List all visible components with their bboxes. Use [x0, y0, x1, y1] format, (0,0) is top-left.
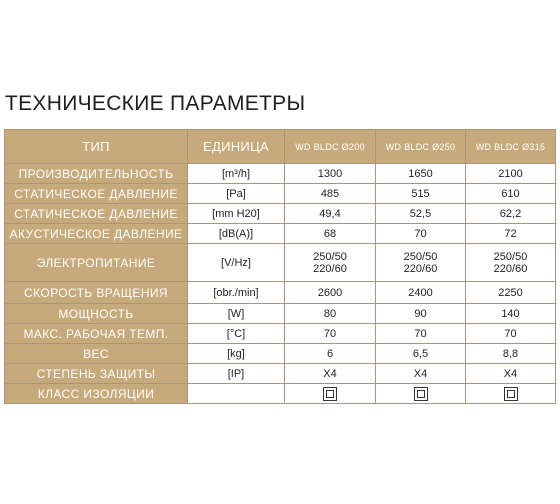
param-label: ЭЛЕКТРОПИТАНИЕ [5, 244, 188, 282]
table-row [5, 344, 556, 364]
header-model-315: WD BLDC Ø315 [466, 130, 556, 164]
header-unit: ЕДИНИЦА [188, 130, 285, 164]
value-cell: 68 [285, 224, 376, 244]
param-label: МОЩНОСТЬ [5, 304, 188, 324]
value-cell [376, 384, 466, 404]
param-label: СКОРОСТЬ ВРАЩЕНИЯ [5, 282, 188, 304]
unit-cell: [dB(A)] [188, 224, 285, 244]
table-row [5, 204, 556, 224]
value-cell: 1650 [376, 164, 466, 184]
unit-cell: [mm H20] [188, 204, 285, 224]
value-line: 220/60 [313, 262, 347, 275]
insulation-class-ii-icon [323, 387, 337, 401]
value-cell: 90 [376, 304, 466, 324]
param-label: ПРОИЗВОДИТЕЛЬНОСТЬ [5, 164, 188, 184]
insulation-class-ii-icon [414, 387, 428, 401]
value-cell [285, 384, 376, 404]
unit-cell: [IP] [188, 364, 285, 384]
header-type: ТИП [5, 130, 188, 164]
param-label: СТЕПЕНЬ ЗАЩИТЫ [5, 364, 188, 384]
table-row [5, 364, 556, 384]
table-row [5, 324, 556, 344]
value-cell: X4 [466, 364, 556, 384]
value-cell: 49,4 [285, 204, 376, 224]
header-model-250: WD BLDC Ø250 [376, 130, 466, 164]
value-cell: 80 [285, 304, 376, 324]
value-cell: X4 [376, 364, 466, 384]
unit-cell: [obr./min] [188, 282, 285, 304]
unit-cell: [m³/h] [188, 164, 285, 184]
unit-cell: [V/Hz] [188, 244, 285, 282]
value-cell: 2400 [376, 282, 466, 304]
value-line: 220/60 [493, 262, 528, 275]
value-cell: 70 [285, 324, 376, 344]
value-line: 250/50 [313, 250, 347, 263]
header-model-200: WD BLDC Ø200 [285, 130, 376, 164]
value-cell: 70 [376, 224, 466, 244]
value-cell: 72 [466, 224, 556, 244]
value-cell: 140 [466, 304, 556, 324]
value-line: 250/50 [403, 250, 438, 263]
value-cell: 2250 [466, 282, 556, 304]
value-line: 250/50 [493, 250, 528, 263]
value-cell: 610 [466, 184, 556, 204]
value-cell: 2100 [466, 164, 556, 184]
table-row [5, 164, 556, 184]
param-label: КЛАСС ИЗОЛЯЦИИ [5, 384, 188, 404]
value-cell: 62,2 [466, 204, 556, 224]
value-cell [285, 244, 376, 282]
table-row [5, 384, 556, 404]
param-label: АКУСТИЧЕСКОЕ ДАВЛЕНИЕ [5, 224, 188, 244]
value-cell [466, 244, 556, 282]
table-row [5, 184, 556, 204]
value-line: 220/60 [403, 262, 438, 275]
unit-cell: [°C] [188, 324, 285, 344]
unit-cell [188, 384, 285, 404]
insulation-class-ii-icon [504, 387, 518, 401]
param-label: СТАТИЧЕСКОЕ ДАВЛЕНИЕ [5, 204, 188, 224]
table-row [5, 244, 556, 282]
value-cell [466, 384, 556, 404]
header-row [5, 130, 556, 164]
value-cell: 1300 [285, 164, 376, 184]
value-cell: 515 [376, 184, 466, 204]
spec-table [4, 129, 556, 404]
value-cell: 70 [466, 324, 556, 344]
value-cell: 8,8 [466, 344, 556, 364]
unit-cell: [Pa] [188, 184, 285, 204]
table-row [5, 304, 556, 324]
value-cell: X4 [285, 364, 376, 384]
table-row [5, 282, 556, 304]
param-label: СТАТИЧЕСКОЕ ДАВЛЕНИЕ [5, 184, 188, 204]
param-label: ВЕС [5, 344, 188, 364]
unit-cell: [W] [188, 304, 285, 324]
value-cell: 485 [285, 184, 376, 204]
value-cell: 70 [376, 324, 466, 344]
table-row [5, 224, 556, 244]
page-title: ТЕХНИЧЕСКИЕ ПАРАМЕТРЫ [5, 92, 306, 115]
unit-cell: [kg] [188, 344, 285, 364]
param-label: МАКС. РАБОЧАЯ ТЕМП. [5, 324, 188, 344]
value-cell: 6,5 [376, 344, 466, 364]
value-cell [376, 244, 466, 282]
value-cell: 52,5 [376, 204, 466, 224]
value-cell: 2600 [285, 282, 376, 304]
value-cell: 6 [285, 344, 376, 364]
